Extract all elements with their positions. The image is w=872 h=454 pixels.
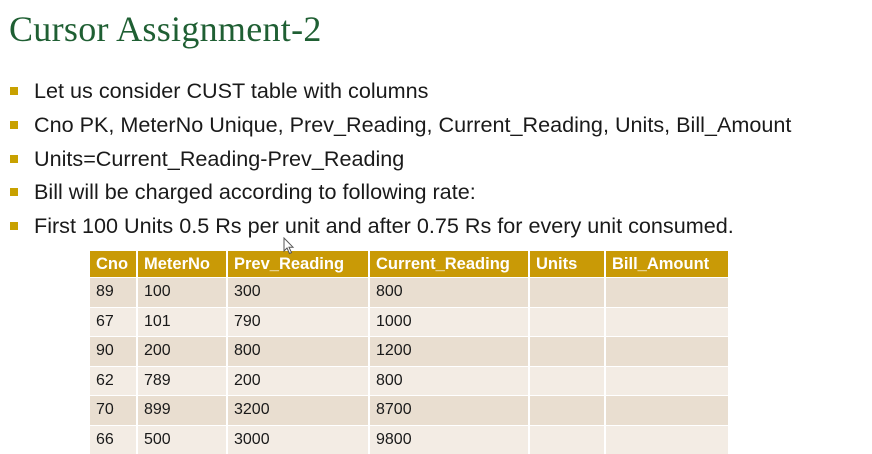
cell-current-reading: 1000 xyxy=(370,307,528,337)
table-row xyxy=(90,425,728,454)
cell-bill-amount xyxy=(606,336,728,366)
cell-prev-reading: 300 xyxy=(228,277,368,307)
header-bill-amount: Bill_Amount xyxy=(606,251,728,277)
cell-current-reading: 9800 xyxy=(370,425,528,454)
bullet-text: Cno PK, MeterNo Unique, Prev_Reading, Current_Reading, Units, Bill_Amount xyxy=(34,111,792,137)
bullet-text: Let us consider CUST table with columns xyxy=(34,78,429,103)
cell-prev-reading: 3000 xyxy=(228,425,368,454)
bullet-text: Bill will be charged according to following rate: xyxy=(34,179,476,205)
cell-bill-amount xyxy=(606,307,728,337)
square-bullet-icon xyxy=(10,222,18,230)
cell-cno: 89 xyxy=(90,277,136,307)
square-bullet-icon xyxy=(10,87,18,95)
header-units: Units xyxy=(530,251,604,277)
bullet-text: First 100 Units 0.5 Rs per unit and after 0.75 Rs for every unit consumed. xyxy=(34,213,734,239)
table-row xyxy=(90,336,728,366)
bullet-item xyxy=(10,142,791,176)
bullet-item xyxy=(10,108,791,142)
mouse-pointer-icon xyxy=(283,237,295,255)
header-prev-reading: Prev_Reading xyxy=(228,251,368,277)
cell-meterno: 200 xyxy=(138,336,226,366)
cell-prev-reading: 790 xyxy=(228,307,368,337)
cust-table xyxy=(88,251,730,454)
bullet-list xyxy=(10,74,791,243)
cell-bill-amount xyxy=(606,395,728,425)
cell-prev-reading: 200 xyxy=(228,366,368,396)
cell-cno: 67 xyxy=(90,307,136,337)
cell-meterno: 500 xyxy=(138,425,226,454)
cell-units xyxy=(530,307,604,337)
table-row xyxy=(90,395,728,425)
bullet-item xyxy=(10,175,791,209)
cell-bill-amount xyxy=(606,366,728,396)
cell-units xyxy=(530,336,604,366)
cell-units xyxy=(530,277,604,307)
slide-title: Cursor Assignment-2 xyxy=(9,9,322,49)
cell-current-reading: 800 xyxy=(370,277,528,307)
table-row xyxy=(90,366,728,396)
bullet-item xyxy=(10,74,791,108)
table-row xyxy=(90,307,728,337)
cell-cno: 70 xyxy=(90,395,136,425)
cell-bill-amount xyxy=(606,425,728,454)
cell-current-reading: 1200 xyxy=(370,336,528,366)
header-meterno: MeterNo xyxy=(138,251,226,277)
cell-units xyxy=(530,395,604,425)
square-bullet-icon xyxy=(10,121,18,129)
table-row xyxy=(90,277,728,307)
cell-cno: 62 xyxy=(90,366,136,396)
bullet-text: Units=Current_Reading-Prev_Reading xyxy=(34,145,405,171)
cell-current-reading: 800 xyxy=(370,366,528,396)
cell-prev-reading: 3200 xyxy=(228,395,368,425)
cell-meterno: 101 xyxy=(138,307,226,337)
square-bullet-icon xyxy=(10,155,18,163)
header-current-reading: Current_Reading xyxy=(370,251,528,277)
cell-bill-amount xyxy=(606,277,728,307)
cell-meterno: 899 xyxy=(138,395,226,425)
table-header-row xyxy=(90,251,728,277)
square-bullet-icon xyxy=(10,188,18,196)
cell-meterno: 100 xyxy=(138,277,226,307)
cell-cno: 66 xyxy=(90,425,136,454)
bullet-item xyxy=(10,209,791,243)
cell-current-reading: 8700 xyxy=(370,395,528,425)
header-cno: Cno xyxy=(90,251,136,277)
cell-units xyxy=(530,366,604,396)
cell-units xyxy=(530,425,604,454)
cell-prev-reading: 800 xyxy=(228,336,368,366)
cell-meterno: 789 xyxy=(138,366,226,396)
cell-cno: 90 xyxy=(90,336,136,366)
